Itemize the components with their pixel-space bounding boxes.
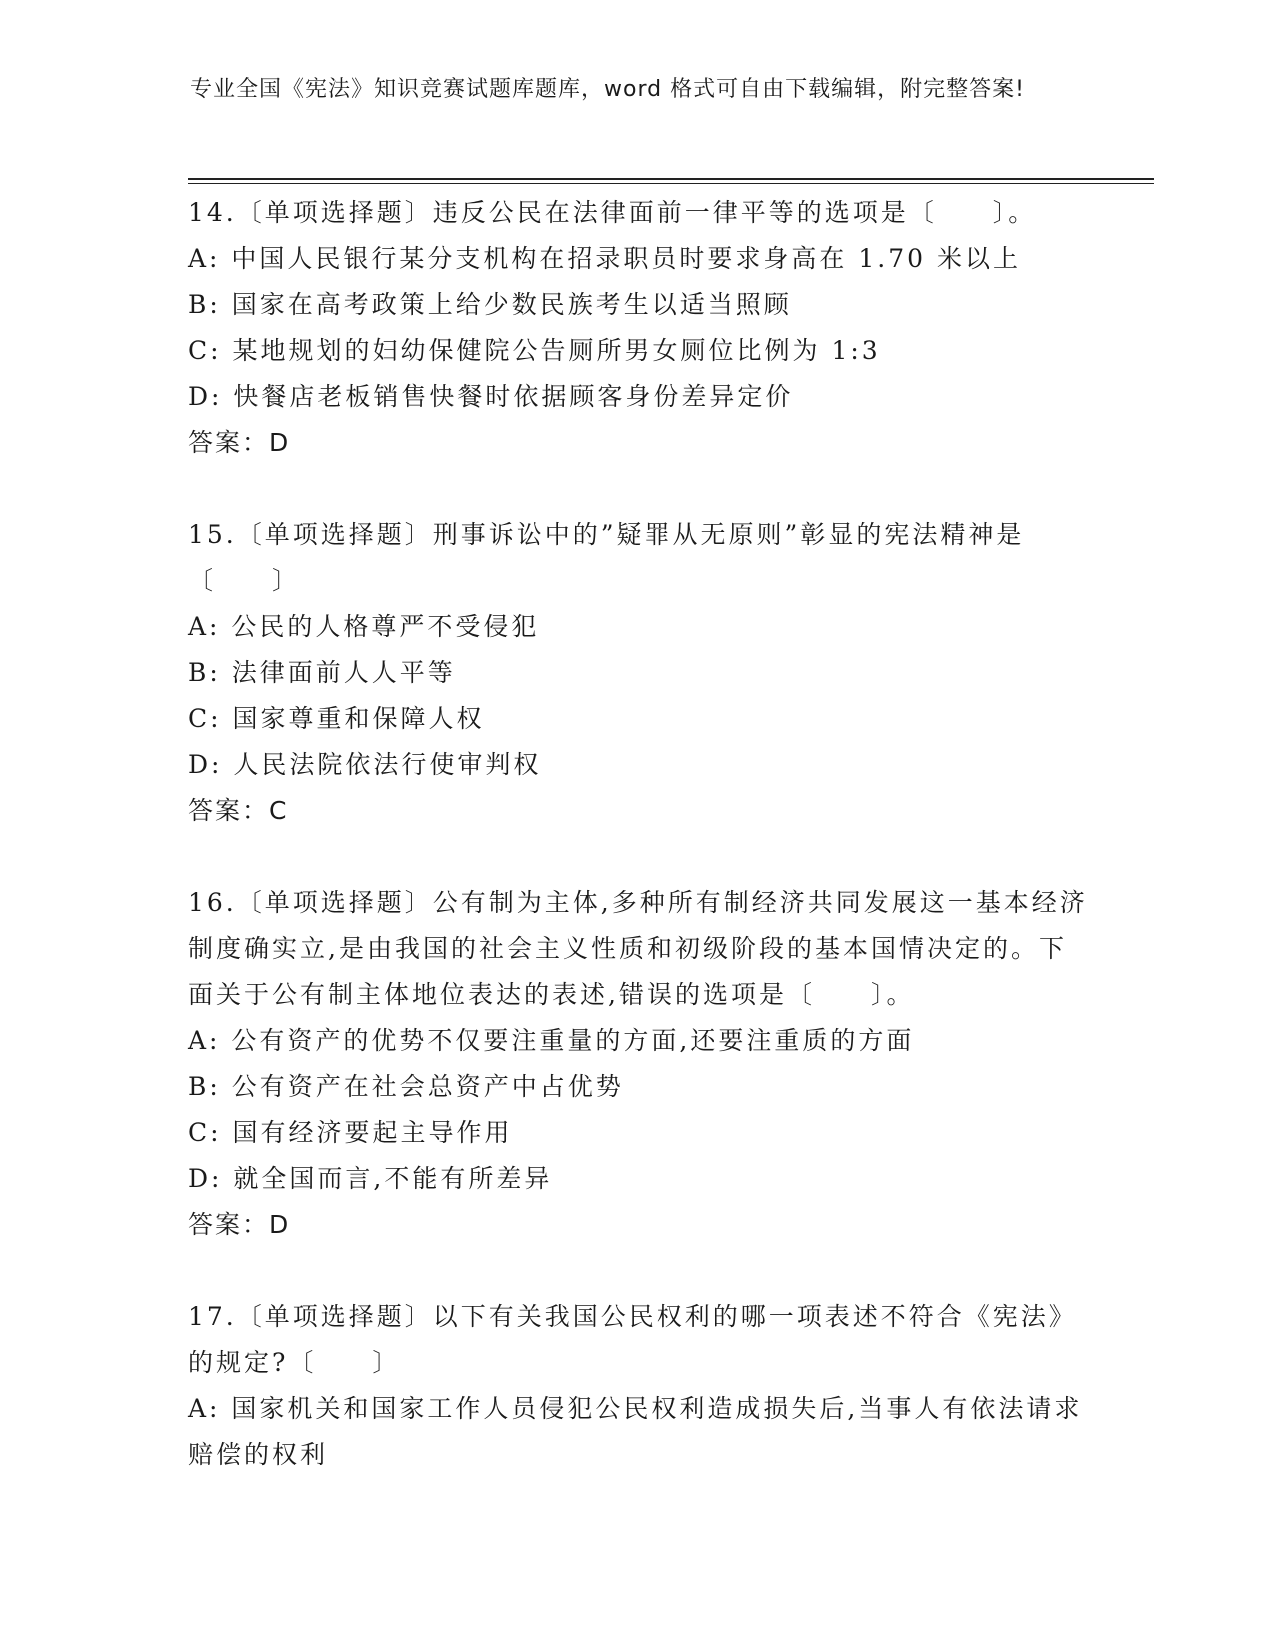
header-rule-bottom <box>188 183 1154 184</box>
option-d: D: 快餐店老板销售快餐时依据顾客身份差异定价 <box>188 382 794 411</box>
header-rule-top <box>188 178 1154 180</box>
option-a: A: 公有资产的优势不仅要注重量的方面,还要注重质的方面 <box>188 1026 915 1055</box>
question-stem: 14.〔单项选择题〕违反公民在法律面前一律平等的选项是〔 〕。 <box>188 198 1037 227</box>
option-d: D: 就全国而言,不能有所差异 <box>188 1164 553 1193</box>
option-d: D: 人民法院依法行使审判权 <box>188 750 542 779</box>
option-b: B: 法律面前人人平等 <box>188 658 456 687</box>
document-header: 专业全国《宪法》知识竞赛试题库题库，word 格式可自由下载编辑，附完整答案! <box>190 77 1025 102</box>
option-a: A: 中国人民银行某分支机构在招录职员时要求身高在 1.70 米以上 <box>188 244 1021 273</box>
option-c: C: 某地规划的妇幼保健院公告厕所男女厕位比例为 1:3 <box>188 336 881 365</box>
answer-line: 答案：C <box>188 796 289 825</box>
question-stem: 17.〔单项选择题〕以下有关我国公民权利的哪一项表述不符合《宪法》的规定?〔 〕 <box>188 1302 1077 1377</box>
answer-line: 答案：D <box>188 428 291 457</box>
question-14 <box>188 190 1088 466</box>
question-list <box>188 190 1088 1524</box>
option-a: A: 国家机关和国家工作人员侵犯公民权利造成损失后,当事人有依法请求赔偿的权利 <box>188 1394 1083 1469</box>
option-c: C: 国家尊重和保障人权 <box>188 704 485 733</box>
question-16 <box>188 880 1088 1248</box>
option-b: B: 公有资产在社会总资产中占优势 <box>188 1072 624 1101</box>
option-a: A: 公民的人格尊严不受侵犯 <box>188 612 540 641</box>
option-c: C: 国有经济要起主导作用 <box>188 1118 513 1147</box>
answer-line: 答案：D <box>188 1210 291 1239</box>
question-stem: 15.〔单项选择题〕刑事诉讼中的”疑罪从无原则”彰显的宪法精神是〔 〕 <box>188 520 1025 595</box>
question-stem: 16.〔单项选择题〕公有制为主体,多种所有制经济共同发展这一基本经济制度确实立,是由我国的社会主义性质和初级阶段的基本国情决定的。下面关于公有制主体地位表达的表述,错误的选项是〔 〕。 <box>188 888 1088 1009</box>
option-b: B: 国家在高考政策上给少数民族考生以适当照顾 <box>188 290 792 319</box>
question-17 <box>188 1294 1088 1478</box>
question-15 <box>188 512 1088 834</box>
